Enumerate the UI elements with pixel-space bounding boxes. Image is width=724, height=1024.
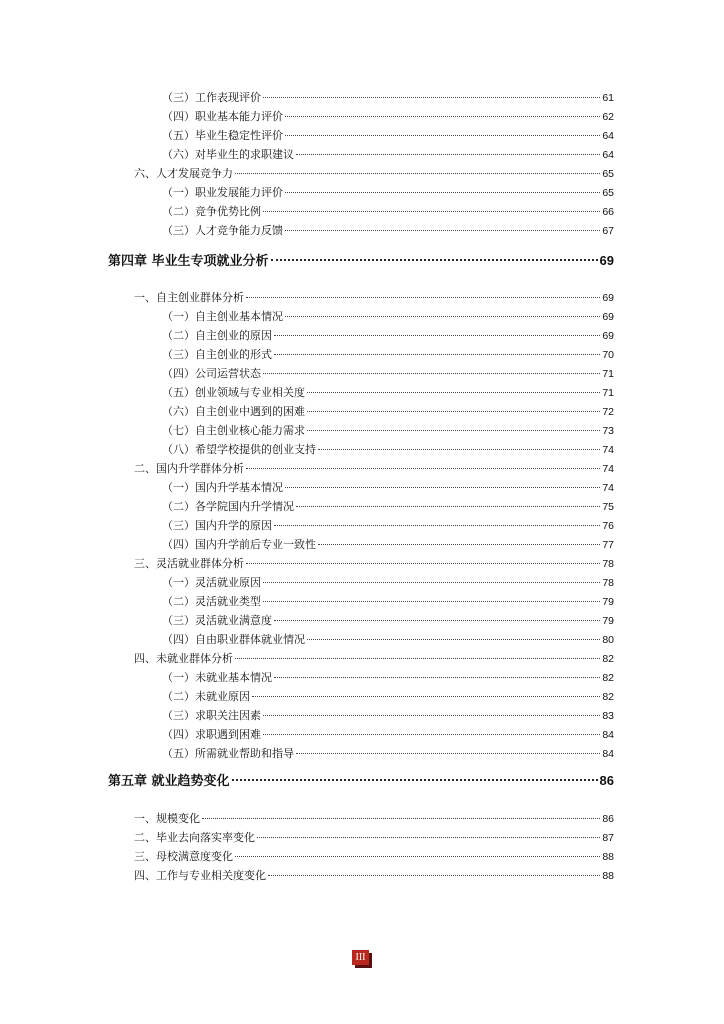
toc-entry-label: （五）毕业生稳定性评价 [162, 129, 283, 142]
toc-dot-leader [263, 97, 600, 98]
toc-entry-page: 72 [602, 406, 614, 418]
toc-dot-leader [296, 154, 600, 155]
toc-entry-label: 一、规模变化 [134, 812, 200, 825]
toc-dot-leader [246, 468, 600, 469]
toc-entry-label: （八）希望学校提供的创业支持 [162, 443, 316, 456]
toc-entry-page: 69 [602, 292, 614, 304]
toc-dot-leader [232, 779, 598, 781]
toc-dot-leader [285, 116, 600, 117]
toc-entry[interactable] [162, 423, 614, 439]
toc-entry[interactable] [134, 461, 614, 477]
toc-entry-label: （四）公司运营状态 [162, 367, 261, 380]
toc-entry-page: 77 [602, 539, 614, 551]
toc-entry-label: （四）求职遇到困难 [162, 728, 261, 741]
toc-entry-label: 四、未就业群体分析 [134, 652, 233, 665]
toc-dot-leader [274, 677, 600, 678]
toc-entry-page: 83 [602, 710, 614, 722]
toc-dot-leader [274, 525, 600, 526]
toc-entry-page: 87 [602, 832, 614, 844]
toc-dot-leader [296, 753, 600, 754]
toc-entry-page: 88 [602, 851, 614, 863]
toc-entry-page: 64 [602, 130, 614, 142]
toc-entry-label: （二）竞争优势比例 [162, 205, 261, 218]
toc-entry[interactable] [162, 442, 614, 458]
toc-entry[interactable] [162, 670, 614, 686]
toc-dot-leader [285, 192, 600, 193]
toc-entry-page: 61 [602, 92, 614, 104]
toc-entry[interactable] [162, 309, 614, 325]
toc-dot-leader [235, 658, 600, 659]
toc-entry[interactable] [134, 290, 614, 306]
toc-entry-page: 69 [602, 311, 614, 323]
toc-entry-page: 82 [602, 672, 614, 684]
toc-entry-page: 79 [602, 596, 614, 608]
toc-dot-leader [285, 135, 600, 136]
toc-dot-leader [271, 259, 598, 261]
toc-entry-label: 一、自主创业群体分析 [134, 291, 244, 304]
toc-entry-page: 86 [599, 773, 614, 788]
page-number: III [352, 950, 369, 965]
toc-entry-label: （五）所需就业帮助和指导 [162, 747, 294, 760]
toc-entry[interactable] [162, 537, 614, 553]
toc-dot-leader [263, 211, 600, 212]
toc-entry-page: 69 [602, 330, 614, 342]
toc-dot-leader [274, 335, 600, 336]
toc-entry[interactable] [134, 651, 614, 667]
toc-entry[interactable] [162, 708, 614, 724]
toc-entry-label: （二）灵活就业类型 [162, 595, 261, 608]
toc-dot-leader [263, 715, 600, 716]
toc-dot-leader [285, 316, 600, 317]
toc-entry[interactable] [162, 204, 614, 220]
toc-entry-label: （三）国内升学的原因 [162, 519, 272, 532]
toc-entry-label: 第五章 就业趋势变化 [108, 774, 230, 789]
toc-entry-label: （三）自主创业的形式 [162, 348, 272, 361]
toc-entry-label: （三）工作表现评价 [162, 91, 261, 104]
toc-dot-leader [274, 620, 600, 621]
toc-entry[interactable] [134, 166, 614, 182]
toc-dot-leader [257, 837, 600, 838]
toc-entry-page: 79 [602, 615, 614, 627]
toc-dot-leader [263, 373, 600, 374]
toc-entry[interactable] [162, 223, 614, 239]
toc-entry-label: 六、人才发展竞争力 [134, 167, 233, 180]
toc-entry-page: 78 [602, 558, 614, 570]
toc-dot-leader [318, 449, 600, 450]
toc-dot-leader [263, 601, 600, 602]
toc-entry-page: 74 [602, 463, 614, 475]
toc-entry[interactable] [162, 128, 614, 144]
toc-entry-page: 65 [602, 168, 614, 180]
toc-entry-page: 82 [602, 653, 614, 665]
toc-entry-page: 78 [602, 577, 614, 589]
toc-chapter-entry[interactable] [108, 772, 614, 791]
toc-entry-page: 76 [602, 520, 614, 532]
toc-entry[interactable] [162, 632, 614, 648]
toc-entry-label: （四）国内升学前后专业一致性 [162, 538, 316, 551]
toc-entry-label: （七）自主创业核心能力需求 [162, 424, 305, 437]
toc-entry-page: 65 [602, 187, 614, 199]
toc-entry-label: （一）灵活就业原因 [162, 576, 261, 589]
toc-dot-leader [307, 430, 600, 431]
toc-entry[interactable] [134, 556, 614, 572]
toc-entry-label: （一）自主创业基本情况 [162, 310, 283, 323]
toc-entry[interactable] [162, 727, 614, 743]
toc-entry[interactable] [162, 366, 614, 382]
toc-entry-page: 84 [602, 729, 614, 741]
toc-entry[interactable] [162, 347, 614, 363]
toc-entry[interactable] [162, 518, 614, 534]
toc-entry[interactable] [162, 689, 614, 705]
toc-dot-leader [296, 506, 600, 507]
toc-dot-leader [285, 230, 600, 231]
toc-dot-leader [246, 563, 600, 564]
toc-entry[interactable] [162, 185, 614, 201]
toc-dot-leader [252, 696, 600, 697]
toc-entry-label: （三）人才竞争能力反馈 [162, 224, 283, 237]
toc-entry[interactable] [162, 613, 614, 629]
toc-entry[interactable] [162, 109, 614, 125]
toc-entry-label: （一）国内升学基本情况 [162, 481, 283, 494]
toc-entry[interactable] [134, 830, 614, 846]
toc-entry-label: （三）求职关注因素 [162, 709, 261, 722]
toc-dot-leader [235, 173, 600, 174]
toc-entry-page: 82 [602, 691, 614, 703]
toc-entry-page: 66 [602, 206, 614, 218]
toc-dot-leader [307, 411, 600, 412]
toc-entry-label: 三、母校满意度变化 [134, 850, 233, 863]
toc-entry[interactable] [134, 868, 614, 884]
toc-entry-label: （六）自主创业中遇到的困难 [162, 405, 305, 418]
toc-entry-page: 70 [602, 349, 614, 361]
toc-entry-page: 80 [602, 634, 614, 646]
toc-dot-leader [246, 297, 600, 298]
toc-entry-page: 64 [602, 149, 614, 161]
toc-entry[interactable] [162, 746, 614, 762]
toc-dot-leader [307, 639, 600, 640]
toc-entry[interactable] [134, 849, 614, 865]
toc-entry-page: 84 [602, 748, 614, 760]
toc-dot-leader [318, 544, 600, 545]
toc-entry-label: （一）未就业基本情况 [162, 671, 272, 684]
toc-chapter-entry[interactable] [108, 252, 614, 271]
toc-entry-label: （六）对毕业生的求职建议 [162, 148, 294, 161]
toc-dot-leader [263, 582, 600, 583]
toc-entry[interactable] [162, 594, 614, 610]
toc-entry-label: （二）未就业原因 [162, 690, 250, 703]
toc-dot-leader [307, 392, 600, 393]
toc-entry-page: 88 [602, 870, 614, 882]
toc-entry-label: 三、灵活就业群体分析 [134, 557, 244, 570]
toc-entry-label: 第四章 毕业生专项就业分析 [108, 254, 269, 269]
toc-dot-leader [268, 875, 600, 876]
toc-entry-page: 73 [602, 425, 614, 437]
toc-entry[interactable] [162, 499, 614, 515]
toc-entry[interactable] [134, 811, 614, 827]
toc-dot-leader [274, 354, 600, 355]
toc-entry-page: 75 [602, 501, 614, 513]
toc-entry[interactable] [162, 328, 614, 344]
toc-entry[interactable] [162, 575, 614, 591]
toc-entry-label: 四、工作与专业相关度变化 [134, 869, 266, 882]
toc-entry-page: 67 [602, 225, 614, 237]
toc-dot-leader [263, 734, 600, 735]
toc-entry-page: 62 [602, 111, 614, 123]
toc-entry-page: 71 [602, 387, 614, 399]
toc-entry-page: 74 [602, 482, 614, 494]
toc-entry[interactable] [162, 90, 614, 106]
toc-entry-label: （一）职业发展能力评价 [162, 186, 283, 199]
toc-entry[interactable] [162, 480, 614, 496]
toc-dot-leader [285, 487, 600, 488]
toc-entry-label: 二、毕业去向落实率变化 [134, 831, 255, 844]
toc-entry-page: 74 [602, 444, 614, 456]
toc-entry[interactable] [162, 404, 614, 420]
toc-entry-label: （二）各学院国内升学情况 [162, 500, 294, 513]
toc-entry-page: 69 [599, 253, 614, 268]
toc-entry-label: （二）自主创业的原因 [162, 329, 272, 342]
toc-entry-label: （五）创业领域与专业相关度 [162, 386, 305, 399]
toc-entry-page: 71 [602, 368, 614, 380]
toc-entry[interactable] [162, 147, 614, 163]
toc-entry-label: （四）职业基本能力评价 [162, 110, 283, 123]
toc-entry-label: 二、国内升学群体分析 [134, 462, 244, 475]
toc-entry-page: 86 [602, 813, 614, 825]
toc-dot-leader [202, 818, 600, 819]
toc-entry[interactable] [162, 385, 614, 401]
toc-entry-label: （三）灵活就业满意度 [162, 614, 272, 627]
toc-dot-leader [235, 856, 600, 857]
page-number-badge [352, 950, 372, 968]
toc-entry-label: （四）自由职业群体就业情况 [162, 633, 305, 646]
